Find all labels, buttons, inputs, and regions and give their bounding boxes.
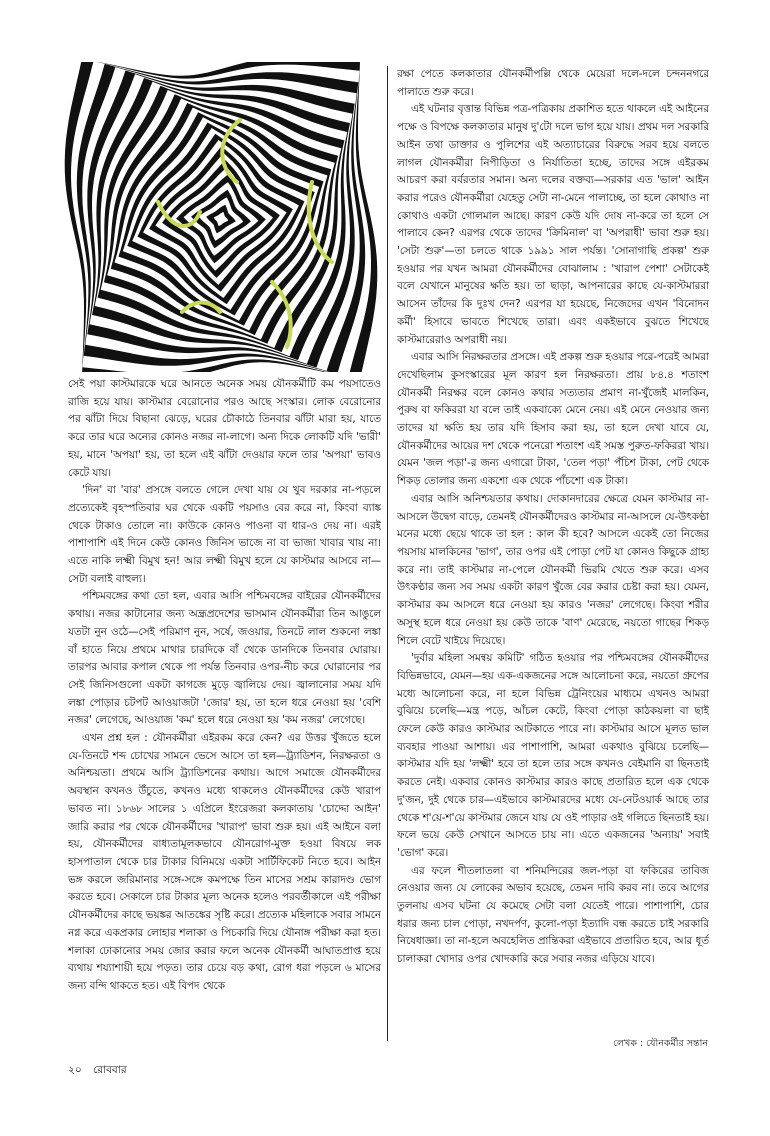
paragraph: এবার আসি নিরক্ষরতার প্রসঙ্গে। এই প্রকল্প শুরু হওয়ার পরে-পরেই আমরা দেখেছিলাম কুসংস্কারের মূল কারণ হল নিরক্ষরতা। প্রায় ৮৪.৪ শতাংশ যৌনকর্মী নিরক্ষর বলে কোনও কথার সত্যতার প্রমাণ না-খুঁজেই মালকিন, পুরুষ বা ফকিররা যা বলে তাই একবাক্যে মেনে নেয়। এই মেনে নেওয়ার জন্য তাদের যা ক্ষতি হয় তার যদি হিসাব করা হয়, তা হলে দেখা যাবে যে, যৌনকর্মীদের আয়ের দশ থেকে পনেরো শতাংশ এই সমস্ত পুরুত-ফকিররা খায়। যেমন 'জল পড়া'-র জন্য এগারো টাকা, 'তেল পড়া' পঁচিশ টাকা, পেট থেকে শিকড় তোলার জন্য একশো এক থেকে পাঁচশো এক টাকা। xyxy=(397,351,709,488)
paragraph: এবার আসি অনিশ্চয়তার কথায়। দোকানদারের ক্ষেত্রে যেমন কাস্টমার না-আসলে উদ্বেগ বাড়ে, তেমনই যৌনকর্মীদেরও কাস্টমার না-আসলে যে-উৎকণ্ঠা মনের মধ্যে ছেয়ে থাকে তা হল : কাল কী হবে? আসলে একেই তো নিজের পয়সায় মালকিনের 'ভাগ', তার ওপর এই পোড়া পেট যা কোনও কিছুকে গ্রাহ্য করে না। তাই কাস্টমার না-পেলে যৌনকর্মী ভিরমি খেতে শুরু করে। এসব উৎকণ্ঠার জন্য সব সময় একটা কারণ খুঁজে বের করার চেষ্টা করা হয়। যেমন, কাস্টমার কম আসলে ধরে নেওয়া হয় কারও 'নজর' লেগেছে। কিংবা শরীর অসুস্থ হলে ধরে নেওয়া হয় কেউ তাকে 'বাণ' মেরেছে, নয়তো গাছের শিকড় শিলে বেটে খাইয়ে দিয়েছে। xyxy=(397,492,709,647)
article-right-column xyxy=(397,66,709,1046)
paragraph: এই ঘটনার বৃত্তান্ত বিভিন্ন পত্র-পত্রিকায় প্রকাশিত হতে থাকলে এই আইনের পক্ষে ও বিপক্ষে কলকাতার মানুষ দু'টো দলে ভাগ হয়ে যায়। প্রথম দল সরকারি আইন তথা ডাক্তার ও পুলিশের এই অত্যাচারের বিরুদ্ধে সরব হয়ে বলতে লাগল যৌনকর্মীরা নিপীড়িতা ও নির্যাতিতা হচ্ছে, তাদের সঙ্গে এইরকম আচরণ করা বর্বরতার সমান। অন্য দলের বক্তব্য—সরকার এত 'ভাল' আইন করার পরেও যৌনকর্মীরা যেহেতু সেটা না-মেনে পালাচ্ছে, তা হলে কোথাও না কোথাও একটা গোলমাল আছে। কারণ কেউ যদি দোষ না-করে তা হলে সে পালাবে কেন? এরপর থেকে তাদের 'ক্রিমিনাল' বা 'অপরাধী' ভাবা শুরু হয়। 'সেটা শুরু'—তা চলতে থাকে ১৯৯১ সাল পর্যন্ত। 'সোনাগাছি প্রকল্প' শুরু হওয়ার পর যখন আমরা যৌনকর্মীদের বোঝালাম : 'খারাপ পেশা' সেটাকেই বলে যেখানে মানুষের ক্ষতি হয়। তা ছাড়া, আপনারের কাছে যে-কাস্টমাররা আসেন তাঁদের কি দুঃখ দেন? এরপর যা হয়েছে, নিজেদের এখন 'বিনোদন কর্মী' হিসাবে ভাবতে শিখেছে তারা। এবং একইভাবে বুঝতে শিখেছে কাস্টমারেরাও অপরাধী নয়। xyxy=(397,103,709,346)
paragraph: 'দিন' বা 'বার' প্রসঙ্গে বলতে গেলে দেখা যায় যে খুব দরকার না-পড়লে প্রত্যেকেই বৃহস্পতিবার ঘর থেকে একটি পয়সাও বের করে না, কিংবা ব্যাঙ্ক থেকে টাকাও তোলে না। কাউকে কোনও পাওনা বা ধার-ও দেয় না। এরই পাশাপাশি এই দিনে কেউ কোনও জিনিস ভাজে না বা ভাজা খাবার খায় না। এতে নাকি লক্ষ্মী বিমুখ হন! আর লক্ষ্মী বিমুখ হলে যে কাস্টমার আসবে না—সেটা বলাই বাহুল্য। xyxy=(68,484,381,585)
page-footer xyxy=(68,1063,127,1077)
paragraph: রক্ষা পেতে কলকাতার যৌনকর্মীপল্লি থেকে মেয়েরা দলে-দলে চন্দননগরে পালাতে শুরু করে। xyxy=(397,68,709,98)
page-number: ২০ xyxy=(68,1064,82,1076)
paragraph: এর ফলে শীতলাতলা বা শনিমন্দিরের জল-পড়া বা ফকিরের তাবিজ নেওয়ার জন্য যে লোকের অভাব হয়েছে, তেমন দাবি করব না। তবে আগের তুলনায় এসব ঘটনা যে কমেছে সেটা বলা যেতেই পারে। পাশাপাশি, চোর ধরার জন্য চাল পোড়া, নখদর্পণ, কুলো-পড়া ইত্যাদি বন্ধ করতে চাই সরকারি নিষেধাজ্ঞা। তা না-হলে অবহেলিত প্রান্তিকরা এইভাবে প্রতারিত হবে, আর ধূর্ত চালাকরা খোদার ওপর খোদকারি করে সবার নজর এড়িয়ে যাবে। xyxy=(397,864,709,966)
paragraph: এখন প্রশ্ন হল : যৌনকর্মীরা এইরকম করে কেন? এর উত্তর খুঁজতে হলে যে-তিনটে শব্দ চোখের সামনে ভেসে আসে তা হল—ট্র্যাডিশন, নিরক্ষরতা ও অনিশ্চয়তা। প্রথমে আসি ট্র্যাডিশনের কথায়। আগে সমাজে যৌনকর্মীদের অবস্থান কখনও উঁচুতে, কখনও মধ্যে থাকলেও যৌনকর্মীদের কেউ খারাপ ভাবত না। ১৮৬৮ সালের ১ এপ্রিলে ইংরেজরা কলকাতায় 'চোদ্দো আইন' জারি করার পর থেকে যৌনকর্মীদের 'খারাপ' ভাবা শুরু হয়। এই আইনে বলা হয়, যৌনকর্মীদের বাধ্যতামূলকভাবে যৌনরোগ-মুক্ত হওয়া বিষয়ে লক হাসপাতাল থেকে চার টাকার বিনিময়ে একটা সার্টিফিকেট নিতে হবে। আইন ভঙ্গ করলে জরিমানার সঙ্গে-সঙ্গে কমপক্ষে তিন মাসের সশ্রম কারাদণ্ড ভোগ করতে হবে। সেকালে চার টাকার মূল্য অনেক হলেও পরবর্তীকালে এই পরীক্ষা যৌনকর্মীদের কাছে ভয়ঙ্কর আতঙ্কের সৃষ্টি করে। প্রত্যেক মহিলাকে সবার সামনে নগ্ন করে একপ্রকার লোহার শলাকা ও পিচকারি দিয়ে যৌনাঙ্গ পরীক্ষা করা হত। শলাকা ঢোকানোর সময় জোর করার ফলে অনেক যৌনকর্মী আঘাতপ্রাপ্ত হয়ে ব্যথায় শয্যাশায়ী হয়ে পড়ত। তার চেয়ে বড় কথা, রোগ ধরা পড়লে ৬ মাসের জন্য বন্দি থাকতে হত। এই বিপদ থেকে xyxy=(68,732,381,992)
article-left-column xyxy=(68,376,381,1044)
author-credit: লেখক : যৌনকর্মীর সন্তান xyxy=(613,1038,708,1049)
paragraph: সেই পয়া কাস্টমারকে ঘরে আনতে অনেক সময় যৌনকর্মীটি কম পয়সাতেও রাজি হয়ে যায়। কাস্টমার বেরোনোর পরও আছে সংস্কার। লোক বেরোনোর পর ঝাঁটা দিয়ে বিছানা ঝেড়ে, ঘরের চৌকাঠে তিনবার ঝাঁটা মারা হয়, যাতে করে তার ঘরে অন্যের কোনও নজর না-লাগে। অন্য দিকে লোকটি যদি 'ভারী' হয়, মানে 'অপয়া' হয়, তা হলে এই ঝাঁটা দেওয়ার ফলে তার 'অপয়া' ভাবও কেটে যায়। xyxy=(68,378,381,479)
paragraph: পশ্চিমবঙ্গের কথা তো হল, এবার আসি পশ্চিমবঙ্গের বাইরের যৌনকর্মীদের কথায়। নজর কাটানোর জন্য অন্ধ্রপ্রদেশের ভাসমান যৌনকর্মীরা তিন আঙুলে যতটা নুন ওঠে—সেই পরিমাণ নুন, সর্ষে, জওয়ার, তিনটে লাল শুকনো লঙ্কা বাঁ হাতে নিয়ে প্রথমে মাথার চারদিকে বাঁ থেকে ডানদিকে তিনবার ঘোরায়। তারপর আবার কপাল থেকে পা পর্যন্ত তিনবার ওপর-নীচ করে ঘোরানোর পর সেই জিনিসগুলো একটা কাগজে মুড়ে জ্বালিয়ে দেয়। জ্বালানোর সময় যদি লঙ্কা পোড়ার চটপট আওয়াজটা 'জোর' হয়, তা হলে ধরে নেওয়া হয় 'বেশি নজর' লেগেছে, আওয়াজ 'কম' হলে ধরে নেওয়া হয় 'কম নজর' লেগেছে। xyxy=(68,590,381,727)
column-divider xyxy=(387,66,388,1041)
magazine-name: রোববার xyxy=(93,1064,127,1076)
op-art-svg xyxy=(62,62,380,372)
op-art-illustration xyxy=(62,62,380,372)
paragraph: 'দুর্বার মহিলা সমন্বয় কমিটি' গঠিত হওয়ার পর পশ্চিমবঙ্গের যৌনকর্মীদের বিভিন্নভাবে, যেমন—হয় এক-একজনের সঙ্গে আলোচনা করে, নয়তো গ্রুপের মধ্যে আলোচনা করে, না হলে বিভিন্ন ট্রেনিংয়ের মাধ্যমে এখনও আমরা বুঝিয়ে চলেছি—মন্ত্র পড়ে, আঁচল কেটে, কিংবা পোড়া কাঠকয়লা বা ছাই ফেলে কেউ কারও কাস্টমার আটকাতে পারে না। কাস্টমার আসে মূলত ভাল ব্যবহার পাওয়া আশায়। এর পাশাপাশি, আমরা একথাও বুঝিয়ে চলেছি—কাস্টমার যদি হয় 'লক্ষ্মী' হবে তা হলে তার সঙ্গে কখনও বেইমানি বা ছিনতাই করতে নেই। একবার কোনও কাস্টমার কারও কাছে প্রতারিত হলে এক থেকে দু'জন, দুই থেকে চার—এইভাবে কাস্টমারদের মধ্যে যে-নেটওয়ার্ক আছে তার থেকে শ'য়ে-শ'য়ে কাস্টমার জেনে যায় যে ওই পাড়ার ওই গলিতে ছিনতাই হয়। ফলে ভয়ে কেউ সেখানে আসতে চায় না। এতে একজনের 'অন্যায়' সবাই 'ভোগ' করে। xyxy=(397,652,709,859)
